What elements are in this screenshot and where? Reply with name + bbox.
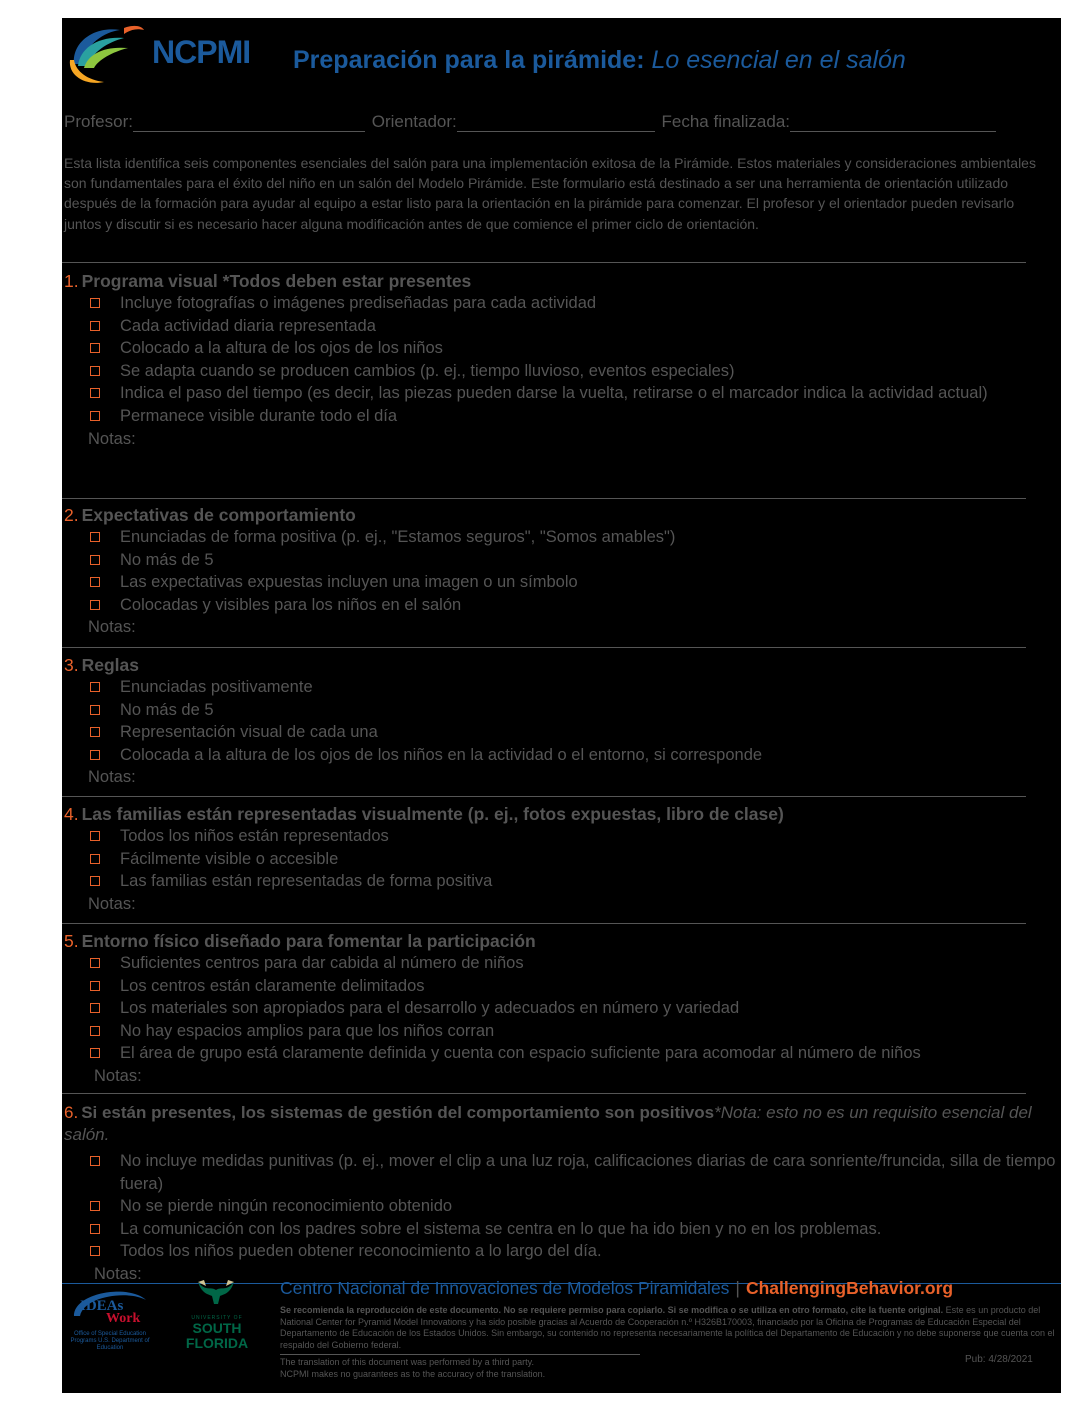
- section-heading: [64, 930, 1061, 952]
- item-label: No más de 5: [120, 550, 214, 569]
- item-label: No hay espacios amplios para que los niños corran: [120, 1021, 495, 1040]
- checkbox-icon[interactable]: [90, 854, 100, 864]
- section-title: Si están presentes, los sistemas de gestión del comportamiento son positivos: [81, 1103, 715, 1122]
- item-label: Fácilmente visible o accesible: [120, 849, 339, 868]
- checklist-item: [62, 1150, 1060, 1195]
- header-fields: [64, 112, 998, 132]
- checklist-item: [62, 360, 1020, 383]
- checkbox-icon[interactable]: [90, 577, 100, 587]
- checklist-item: [62, 594, 1020, 617]
- checkbox-icon[interactable]: [90, 600, 100, 610]
- page-title: [293, 46, 906, 75]
- checkbox-icon[interactable]: [90, 1201, 100, 1211]
- section-title: Expectativas de comportamiento: [81, 505, 356, 525]
- item-label: Suficientes centros para dar cabida al número de niños: [120, 954, 524, 972]
- section-4: [62, 803, 1061, 915]
- notes-label: Notas:: [88, 618, 136, 637]
- checkbox-icon[interactable]: [90, 555, 100, 565]
- usf-logo: [182, 1278, 252, 1358]
- section-number: 4.: [64, 804, 79, 824]
- checklist-item: [62, 1042, 1080, 1065]
- translation-line-1: The translation of this document was performed by a third party.: [280, 1357, 534, 1367]
- notes-label: Notas:: [94, 1066, 142, 1085]
- item-label: No más de 5: [120, 700, 214, 719]
- ideas-that-work-logo: [70, 1282, 150, 1352]
- section-1: [62, 270, 1061, 450]
- section-note: *Nota: esto no es un requisito esencial del salón.: [64, 1103, 1032, 1144]
- title-italic: Lo esencial en el salón: [651, 46, 906, 74]
- checkbox-icon[interactable]: [90, 981, 100, 991]
- center-name: Centro Nacional de Innovaciones de Modelos Piramidales: [280, 1278, 730, 1298]
- usf-florida: FLORIDA: [185, 1335, 249, 1351]
- repro-bold: Se recomienda la reproducción de este documento. No se requiere permiso para copiarlo. Si se modifica o se utiliza en otro formato, cite la fuente original.: [280, 1305, 944, 1315]
- divider: [62, 1093, 1026, 1094]
- section-number: 5.: [64, 931, 79, 951]
- checklist-item: [62, 952, 1020, 975]
- section-6: [62, 1102, 1061, 1285]
- checklist-item: [62, 848, 1020, 871]
- item-label: Colocada a la altura de los ojos de los niños en la actividad o el entorno, si corresponde: [120, 745, 763, 764]
- coach-line[interactable]: [457, 117, 655, 132]
- section-title: Reglas: [81, 655, 139, 675]
- checklist-document: [62, 18, 1061, 1393]
- item-label: Representación visual de cada una: [120, 723, 378, 742]
- item-label: Las familias están representadas de forma positiva: [120, 872, 493, 891]
- divider: [62, 647, 1026, 648]
- item-label: Indica el paso del tiempo (es decir, las piezas pueden darse la vuelta, retirarse o el marcador indica la actividad actual): [120, 384, 988, 403]
- checklist-item: [62, 997, 1020, 1020]
- center-name-line: [280, 1278, 953, 1299]
- section-title: Programa visual *Todos deben estar presentes: [81, 271, 472, 291]
- checklist-item: [62, 315, 1020, 338]
- checkbox-icon[interactable]: [90, 727, 100, 737]
- pub-date: Pub: 4/28/2021: [965, 1354, 1033, 1365]
- item-label: Las expectativas expuestas incluyen una imagen o un símbolo: [120, 573, 578, 592]
- checkbox-icon[interactable]: [90, 705, 100, 715]
- checkbox-icon[interactable]: [90, 321, 100, 331]
- divider: [62, 262, 1026, 263]
- item-label: Se adapta cuando se producen cambios (p. ej., tiempo lluvioso, eventos especiales): [120, 361, 735, 380]
- checklist-item: [62, 1020, 1020, 1043]
- checkbox-icon[interactable]: [90, 411, 100, 421]
- ideas-logo-icon: [70, 1282, 150, 1326]
- section-number: 2.: [64, 505, 79, 525]
- checkbox-icon[interactable]: [90, 876, 100, 886]
- section-2: [62, 504, 1061, 638]
- svg-text:Work: Work: [106, 1311, 141, 1326]
- website-link[interactable]: ChallengingBehavior.org: [745, 1278, 954, 1298]
- checkbox-icon[interactable]: [90, 831, 100, 841]
- intro-paragraph: Esta lista identifica seis componentes esenciales del salón para una implementación exitosa de la Pirámide. Estos materiales y consideraciones ambientales son fundamentales para el éxito del niño en un salón del Modelo Pirámide. Este formulario está destinado a ser una herramienta de orientación utilizado después de la formación para ayudar al equipo a estar listo para la orientación en la pirámide para comenzar. El profesor y el orientador pueden revisarlo juntos y discutir si es necesario hacer alguna modificación antes de que comience el primer ciclo de orientación.: [64, 155, 1036, 232]
- coach-label: Orientador:: [371, 112, 457, 131]
- checklist-item: [62, 549, 1020, 572]
- checklist-item: [62, 405, 1020, 428]
- divider: [62, 923, 1026, 924]
- checklist-item: [62, 676, 1020, 699]
- section-heading: [64, 1102, 1034, 1146]
- usf-small-text: UNIVERSITY OF: [191, 1315, 243, 1321]
- divider: [62, 796, 1026, 797]
- checklist-item: [62, 870, 1020, 893]
- checkbox-icon[interactable]: [90, 750, 100, 760]
- teacher-label: Profesor:: [64, 112, 133, 131]
- section-number: 1.: [64, 271, 79, 291]
- checkbox-icon[interactable]: [90, 1156, 100, 1166]
- checklist-item: [62, 526, 1020, 549]
- section-heading: [64, 270, 1061, 292]
- checklist-item: [62, 1218, 1020, 1241]
- ncpmi-logo-icon: [64, 20, 146, 86]
- item-label: No se pierde ningún reconocimiento obtenido: [120, 1197, 453, 1216]
- checkbox-icon[interactable]: [90, 298, 100, 308]
- item-label: Todos los niños están representados: [120, 827, 389, 845]
- checkbox-icon[interactable]: [90, 958, 100, 968]
- date-label: Fecha finalizada:: [661, 112, 791, 131]
- notes-label: Notas:: [88, 429, 136, 448]
- checklist-item: [62, 1195, 1020, 1218]
- section-title: Entorno físico diseñado para fomentar la participación: [81, 931, 536, 951]
- translation-disclaimer: [280, 1354, 640, 1380]
- item-label: Cada actividad diaria representada: [120, 316, 376, 335]
- separator: |: [735, 1278, 740, 1298]
- checkbox-icon[interactable]: [90, 532, 100, 542]
- checklist-item: [62, 721, 1020, 744]
- section-heading: [64, 803, 1061, 825]
- notes-label: Notas:: [88, 768, 136, 787]
- reproduction-notice: [280, 1305, 1060, 1351]
- section-number: 3.: [64, 655, 79, 675]
- checklist-item: [62, 975, 1020, 998]
- checklist-item: [62, 744, 1020, 767]
- checkbox-icon[interactable]: [90, 1246, 100, 1256]
- item-label: Colocadas y visibles para los niños en el salón: [120, 595, 462, 614]
- checkbox-icon[interactable]: [90, 1003, 100, 1013]
- checklist-item: [62, 292, 1020, 315]
- section-heading: [64, 654, 1061, 676]
- checkbox-icon[interactable]: [90, 366, 100, 376]
- checklist-item: [62, 571, 1020, 594]
- footer: [62, 1266, 1061, 1393]
- teacher-line[interactable]: [133, 117, 365, 132]
- item-label: Los materiales son apropiados para el desarrollo y adecuados en número y variedad: [120, 999, 740, 1018]
- section-number: 6.: [64, 1103, 79, 1122]
- section-3: [62, 654, 1061, 788]
- item-label: Todos los niños pueden obtener reconocimiento a lo largo del día.: [120, 1242, 602, 1261]
- item-label: Los centros están claramente delimitados: [120, 976, 425, 995]
- divider: [62, 498, 1026, 499]
- svg-text:IDEAs: IDEAs: [80, 1298, 124, 1314]
- usf-south: SOUTH: [192, 1320, 242, 1336]
- checklist-item: [62, 337, 1020, 360]
- translation-line-2: NCPMI makes no guarantees as to the accuracy of the translation.: [280, 1368, 546, 1379]
- repro-text: Este es un producto del National Center for Pyramid Model Innovations y ha sido posible gracias al Acuerdo de Cooperación n.º H326B170003, financiado por la Oficina de Programas de Educación Especial del Departamento de Educación de los Estados Unidos. Sin embargo, su contenido no representa necesariamente la política del Departamento de Educación y no debe suponerse que cuenta con el respaldo del Gobierno federal.: [280, 1305, 1055, 1350]
- checkbox-icon[interactable]: [90, 388, 100, 398]
- checklist-item: [62, 825, 1020, 848]
- title-bold: Preparación para la pirámide:: [293, 46, 645, 74]
- item-label: La comunicación con los padres sobre el sistema se centra en lo que ha ido bien y no en los problemas.: [120, 1219, 882, 1238]
- notes-label: Notas:: [88, 894, 136, 913]
- section-title: Las familias están representadas visualmente (p. ej., fotos expuestas, libro de clase): [81, 804, 784, 824]
- checkbox-icon[interactable]: [90, 1048, 100, 1058]
- item-label: Incluye fotografías o imágenes prediseñadas para cada actividad: [120, 294, 597, 312]
- checkbox-icon[interactable]: [90, 682, 100, 692]
- item-label: Enunciadas positivamente: [120, 678, 313, 696]
- checklist-item: [62, 699, 1020, 722]
- item-label: Enunciadas de forma positiva (p. ej., "Estamos seguros", "Somos amables"): [120, 528, 676, 546]
- item-label: No incluye medidas punitivas (p. ej., mover el clip a una luz roja, calificaciones diarias de cara sonriente/fruncida, silla de tiempo fuera): [120, 1152, 1056, 1193]
- brand-name: NCPMI: [152, 34, 251, 70]
- item-label: Permanece visible durante todo el día: [120, 406, 398, 425]
- checklist-item: [62, 1240, 1020, 1263]
- checkbox-icon[interactable]: [90, 1224, 100, 1234]
- notes-label: Notas:: [94, 1264, 142, 1283]
- date-line[interactable]: [790, 117, 996, 132]
- section-5: [62, 930, 1061, 1087]
- section-heading: [64, 504, 1061, 526]
- checkbox-icon[interactable]: [90, 343, 100, 353]
- checkbox-icon[interactable]: [90, 1026, 100, 1036]
- ideas-caption: Office of Special Education Programs U.S. Department of Education: [70, 1331, 150, 1351]
- bull-icon: [196, 1278, 236, 1306]
- item-label: El área de grupo está claramente definida y cuenta con espacio suficiente para acomodar al número de niños: [120, 1044, 921, 1063]
- checklist-item: [62, 382, 1020, 405]
- item-label: Colocado a la altura de los ojos de los niños: [120, 339, 443, 358]
